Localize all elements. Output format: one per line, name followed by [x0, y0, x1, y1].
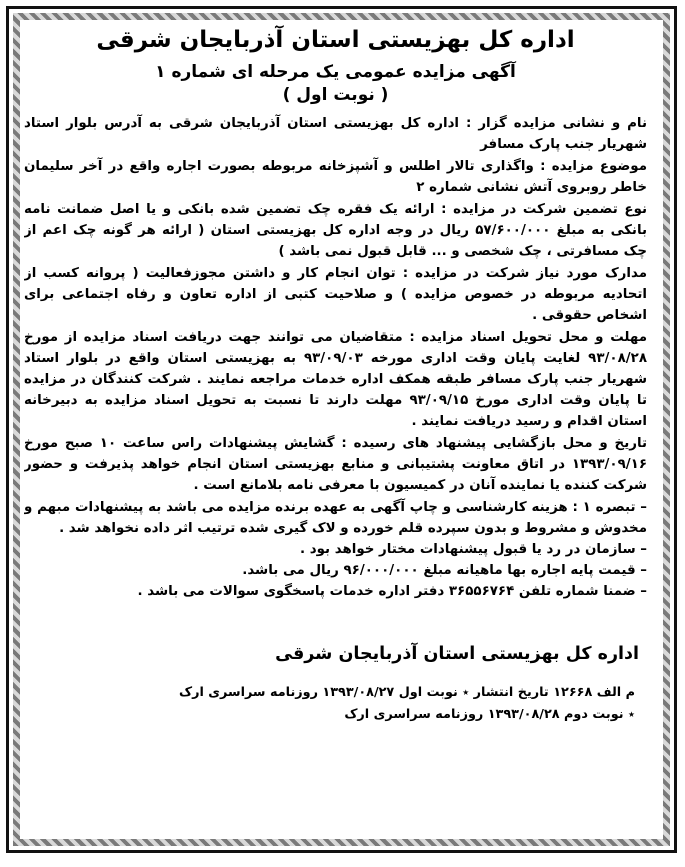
documents-paragraph: مدارک مورد نیاز شرکت در مزایده : توان انجام کار و داشتن مجوزفعالیت ( پروانه کسب از اتحادیه مربوطه در خصوص مزایده ) و صلاحیت کتبی از اداره تعاون و رفاه اجتماعی برای اشخاص حقوقی .	[24, 265, 647, 323]
publication-line: م الف ۱۲۶۶۸ تاریخ انتشار ٭ نوبت اول ۱۳۹۳/۰۸/۲۷ روزنامه سراسری ارک	[178, 684, 635, 700]
signature: اداره کل بهزیستی استان آذربایجان شرقی	[275, 643, 639, 664]
note-item: – تبصره ۱ : هزینه کارشناسی و چاپ آگهی به عهده برنده مزایده می باشد به پیشنهادات مبهم و مخدوش و مشروط و بدون سپرده قلم خورده و لاک گیری شده ترتیب اثر داده نخواهد شد .	[24, 499, 647, 536]
organizer-paragraph: نام و نشانی مزایده گزار : اداره کل بهزیستی استان آذربایجان شرقی به آدرس بلوار استاد شهریار جنب پارک مسافر	[24, 115, 647, 152]
notice-content	[24, 22, 647, 827]
publication-line: ٭ نوبت دوم ۱۳۹۳/۰۸/۲۸ روزنامه سراسری ارک	[344, 706, 635, 722]
opening-paragraph: تاریخ و محل بازگشایی پیشنهاد های رسیده : گشایش پیشنهادات راس ساعت ۱۰ صبح مورخ ۱۳۹۳/۰۹/۱۶ در اتاق معاونت پشتیبانی و منابع بهزیستی استان انجام خواهد پذیرفت و حضور شرکت کننده یا نماینده آنان در کمیسیون با معرفی نامه بلامانع است .	[24, 435, 647, 493]
notice-title: آگهی مزایده عمومی یک مرحله ای شماره ۱	[155, 61, 516, 82]
note-item: – قیمت پایه اجاره بها ماهیانه مبلغ ۹۶/۰۰۰/۰۰۰ ریال می باشد.	[242, 562, 647, 578]
note-item: – سازمان در رد یا قبول پیشنهادات مختار خواهد بود .	[300, 541, 647, 557]
note-item: – ضمنا شماره تلفن ۳۶۵۵۶۷۶۴ دفتر اداره خدمات پاسخگوی سوالات می باشد .	[137, 583, 647, 599]
guarantee-paragraph: نوع تضمین شرکت در مزایده : ارائه یک فقره چک تضمین شده بانکی و یا اصل ضمانت نامه بانکی به مبلغ ۵۷/۶۰۰/۰۰۰ ریال در وجه اداره کل بهزیستی استان ( ارائه هر گونه چک اعم از چک مسافرتی ، چک شخصی و ... قابل قبول نمی باشد )	[24, 201, 647, 259]
notice-round: ( نوبت اول )	[282, 84, 389, 105]
deadline-paragraph: مهلت و محل تحویل اسناد مزایده : متقاضیان می توانند جهت دریافت اسناد مزایده از مورخ ۹۳/۰۸/۲۸ لغایت پایان وقت اداری مورخه ۹۳/۰۹/۰۳ به بهزیستی استان واقع در بلوار استاد شهریار جنب پارک مسافر طبقه همکف اداره خدمات مراجعه نمایند . شرکت کنندگان در مزایده تا پایان وقت اداری مورخ ۹۳/۰۹/۱۵ مهلت دارند تا نسبت به تحویل اسناد مزایده به دبیرخانه استان اقدام و رسید دریافت نمایند .	[24, 329, 647, 429]
subject-paragraph: موضوع مزایده : واگذاری تالار اطلس و آشپزخانه مربوطه بصورت اجاره واقع در آخر سلیمان خاطر روبروی آتش نشانی شماره ۲	[24, 158, 647, 195]
org-title: اداره کل بهزیستی استان آذربایجان شرقی	[96, 27, 575, 53]
